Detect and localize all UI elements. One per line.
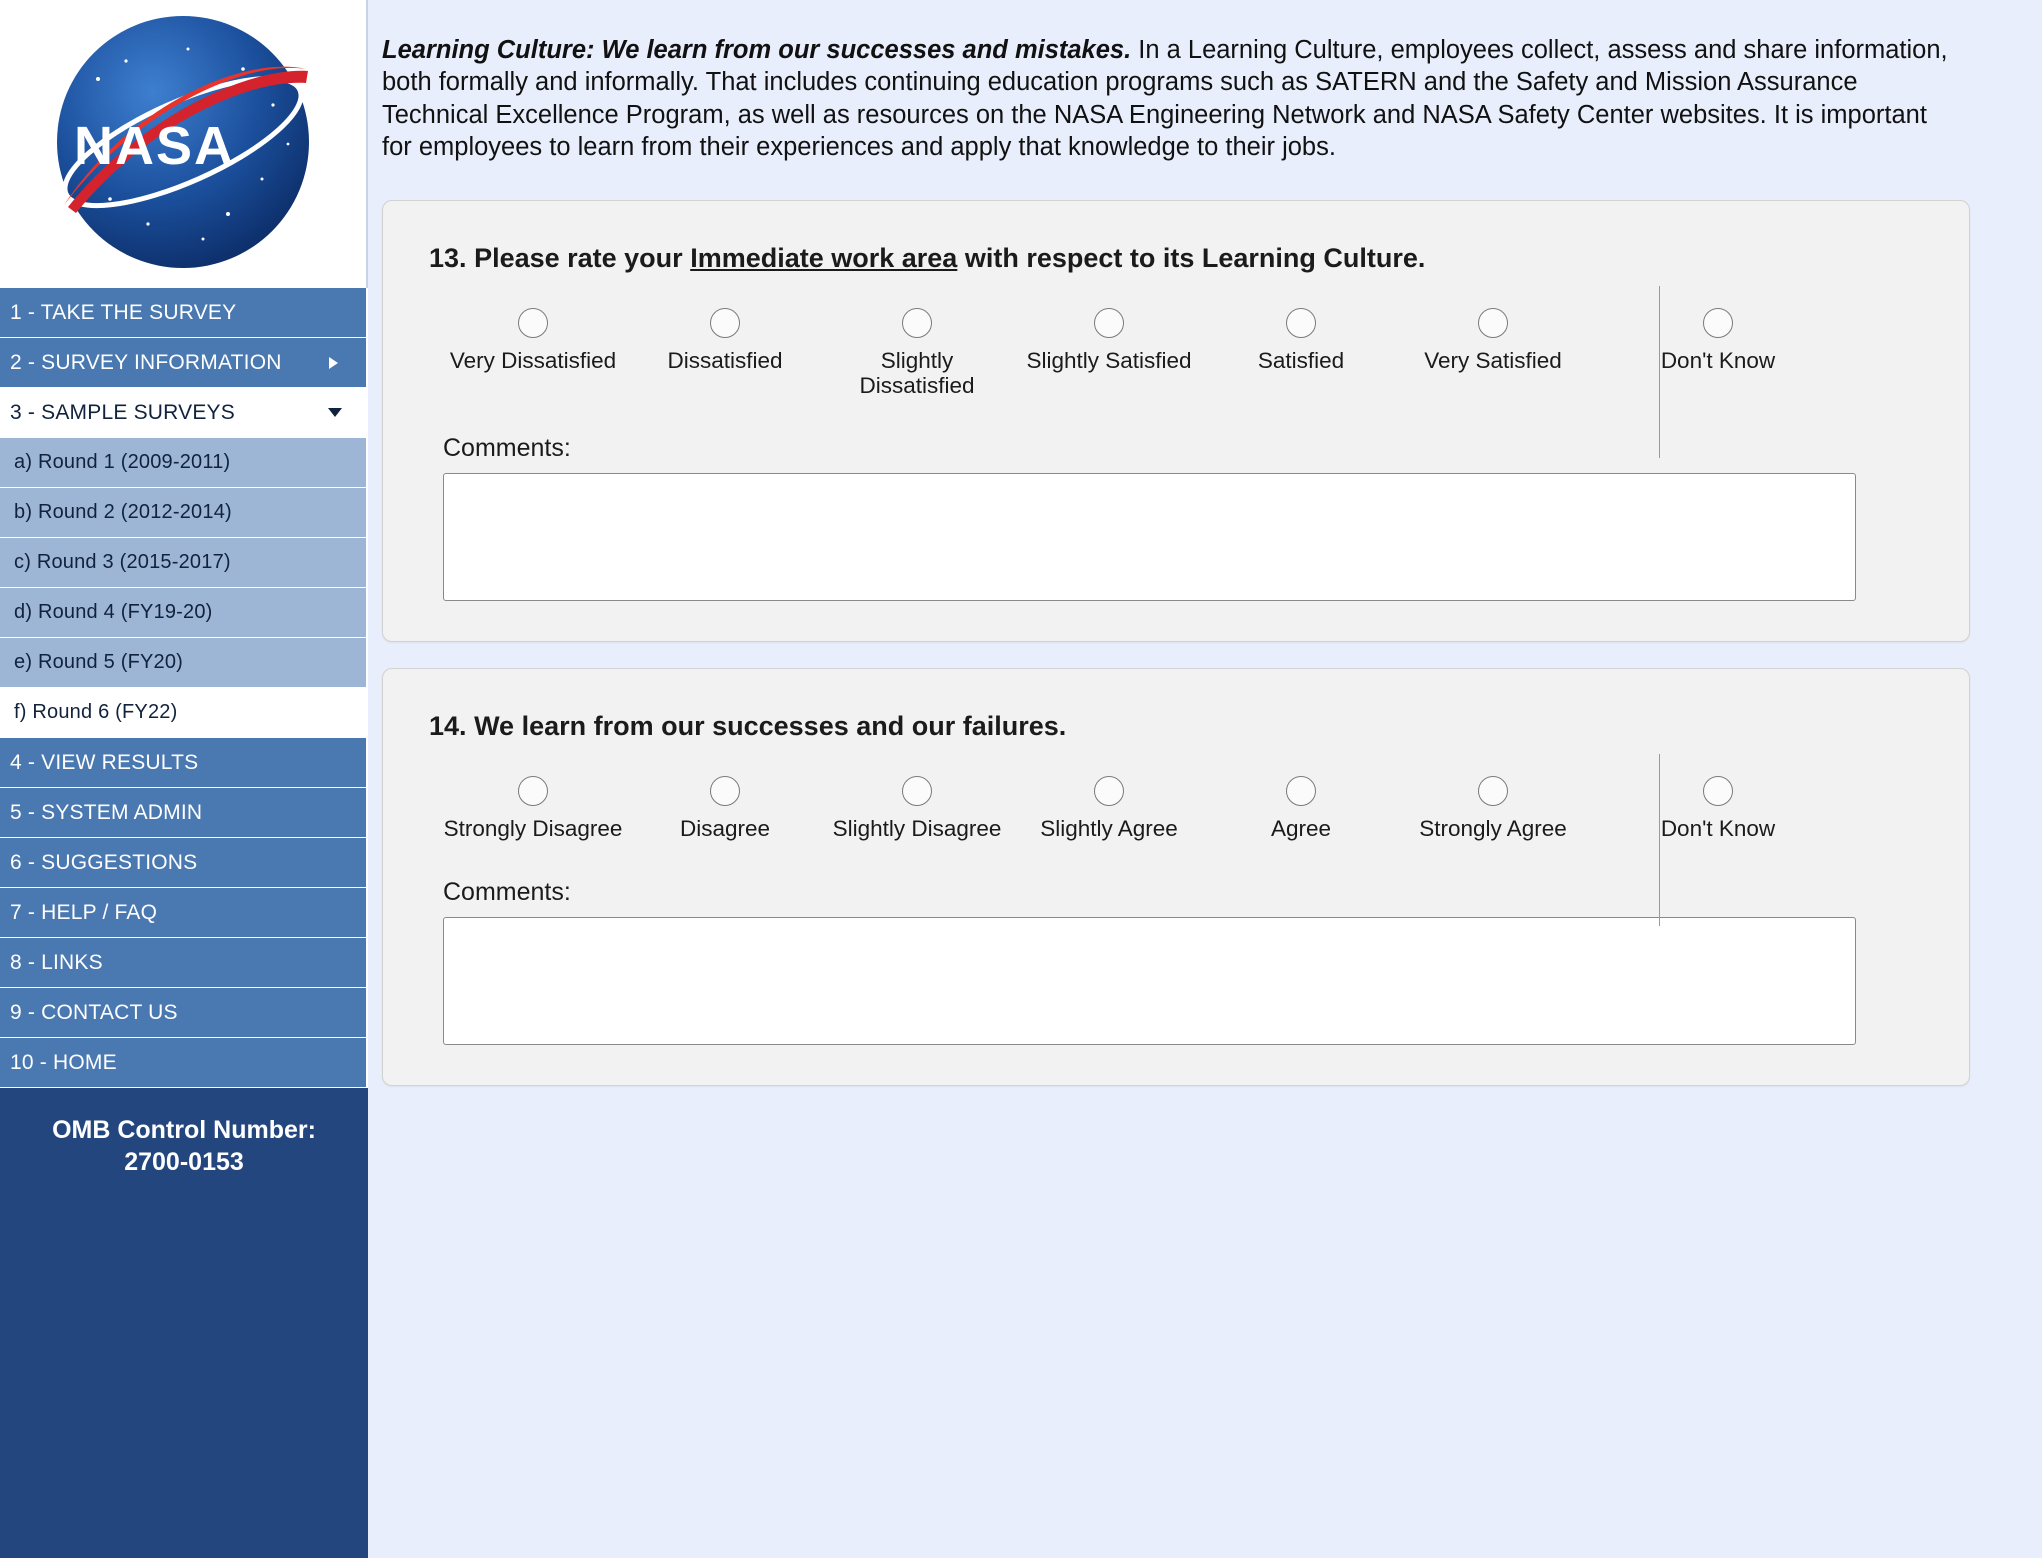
sidebar-item-take-the-survey[interactable] — [0, 288, 368, 338]
radio-icon[interactable] — [1478, 776, 1508, 806]
radio-icon[interactable] — [710, 308, 740, 338]
sidebar-item-view-results[interactable] — [0, 738, 368, 788]
omb-label: OMB Control Number: — [52, 1116, 316, 1144]
sidebar-item-round-2[interactable] — [0, 488, 368, 538]
rating-option-slightly-agree[interactable] — [1013, 776, 1205, 841]
question-number: 13. — [429, 243, 467, 273]
rating-option-dissatisfied[interactable] — [629, 308, 821, 373]
rating-option-slightly-dissatisfied[interactable] — [821, 308, 1013, 398]
rating-option-label: Very Satisfied — [1424, 348, 1562, 373]
scale-divider — [1659, 286, 1660, 458]
comments-input-13[interactable] — [443, 473, 1856, 601]
sidebar-item-label: 8 - LINKS — [10, 950, 103, 974]
rating-scale-13 — [437, 308, 1925, 408]
sidebar-item-label: 3 - SAMPLE SURVEYS — [10, 400, 235, 424]
sidebar-item-system-admin[interactable] — [0, 788, 368, 838]
sidebar-item-label: 10 - HOME — [10, 1050, 117, 1074]
sidebar-item-home[interactable] — [0, 1038, 368, 1088]
sidebar-item-round-4[interactable] — [0, 588, 368, 638]
sidebar — [0, 0, 368, 1558]
scale-divider — [1659, 754, 1660, 926]
rating-option-label: Slightly Disagree — [832, 816, 1002, 842]
intro-lead: Learning Culture: We learn from our successes and mistakes. — [382, 35, 1132, 64]
rating-option-label: Slightly Satisfied — [1026, 348, 1192, 373]
nasa-logo-box — [0, 0, 368, 288]
sidebar-item-label: a) Round 1 (2009-2011) — [14, 451, 231, 473]
rating-option-strongly-disagree[interactable] — [437, 776, 629, 841]
rating-option-label: Agree — [1270, 816, 1332, 842]
sidebar-item-label: 6 - SUGGESTIONS — [10, 850, 198, 874]
sidebar-item-help-faq[interactable] — [0, 888, 368, 938]
question-text-after: with respect to its Learning Culture. — [957, 243, 1426, 273]
radio-icon[interactable] — [902, 776, 932, 806]
chevron-right-icon — [329, 357, 338, 369]
question-13-title — [429, 243, 1925, 274]
nasa-meatball-icon — [38, 9, 328, 279]
sidebar-item-label: 2 - SURVEY INFORMATION — [10, 350, 282, 374]
radio-icon[interactable] — [1478, 308, 1508, 338]
sidebar-item-label: 7 - HELP / FAQ — [10, 900, 158, 924]
rating-option-agree[interactable] — [1205, 776, 1397, 841]
rating-option-label: Strongly Agree — [1419, 816, 1567, 842]
sidebar-item-label: e) Round 5 (FY20) — [14, 651, 184, 673]
rating-option-label: Slightly Agree — [1040, 816, 1178, 842]
radio-icon[interactable] — [1286, 776, 1316, 806]
question-card-13 — [382, 200, 1970, 642]
question-14-title — [429, 711, 1925, 742]
question-text-before: Please rate your — [474, 243, 691, 273]
sidebar-item-label: 4 - VIEW RESULTS — [10, 750, 199, 774]
omb-control-number — [0, 1114, 368, 1178]
sidebar-item-suggestions[interactable] — [0, 838, 368, 888]
sidebar-item-label: f) Round 6 (FY22) — [14, 701, 178, 723]
learning-culture-intro — [382, 26, 1970, 165]
sidebar-item-round-1[interactable] — [0, 438, 368, 488]
sidebar-item-survey-information[interactable] — [0, 338, 368, 388]
main-content — [368, 0, 2042, 1558]
rating-option-very-satisfied[interactable] — [1397, 308, 1589, 373]
comments-input-14[interactable] — [443, 917, 1856, 1045]
radio-icon[interactable] — [902, 308, 932, 338]
radio-icon[interactable] — [1094, 776, 1124, 806]
sidebar-item-label: 1 - TAKE THE SURVEY — [10, 300, 237, 324]
rating-option-very-dissatisfied[interactable] — [437, 308, 629, 373]
sidebar-item-label: c) Round 3 (2015-2017) — [14, 551, 231, 573]
rating-option-dont-know[interactable] — [1613, 776, 1823, 841]
rating-scale-14 — [437, 776, 1925, 851]
question-number: 14. — [429, 711, 467, 742]
rating-option-label: Don't Know — [1660, 348, 1776, 373]
rating-option-label: Strongly Disagree — [443, 816, 623, 842]
sidebar-item-links[interactable] — [0, 938, 368, 988]
sidebar-item-sample-surveys[interactable] — [0, 388, 368, 438]
comments-label-13: Comments: — [443, 434, 571, 463]
rating-option-label: Very Dissatisfied — [449, 348, 617, 373]
radio-icon[interactable] — [710, 776, 740, 806]
rating-option-slightly-disagree[interactable] — [821, 776, 1013, 841]
radio-icon[interactable] — [1703, 776, 1733, 806]
rating-option-label: Satisfied — [1257, 348, 1345, 373]
rating-option-label: Dissatisfied — [667, 348, 783, 373]
rating-option-slightly-satisfied[interactable] — [1013, 308, 1205, 373]
sidebar-item-label: 5 - SYSTEM ADMIN — [10, 800, 203, 824]
radio-icon[interactable] — [1703, 308, 1733, 338]
rating-option-label: Disagree — [679, 816, 771, 842]
sidebar-nav — [0, 288, 368, 1088]
rating-option-dont-know[interactable] — [1613, 308, 1823, 373]
comments-label-14: Comments: — [443, 877, 571, 906]
question-text-before: We learn from our successes and our failures. — [474, 711, 1067, 742]
question-text-emphasis: Immediate work area — [690, 243, 958, 273]
radio-icon[interactable] — [518, 308, 548, 338]
rating-option-label: Don't Know — [1660, 816, 1776, 842]
sidebar-item-label: b) Round 2 (2012-2014) — [14, 501, 232, 523]
intro-body: In a Learning Culture, employees collect, assess and share information, both formally and informally. That includes continuing education programs such as SATERN and the Safety and Mission Assurance Technical Excellence Program, as well as resources on the NASA Engineering Network and NASA Safety Center websites. It is important for employees to learn from their experiences and apply that knowledge to their jobs. — [382, 35, 1948, 162]
rating-option-strongly-agree[interactable] — [1397, 776, 1589, 841]
svg-text:NASA: NASA — [74, 116, 236, 176]
rating-option-disagree[interactable] — [629, 776, 821, 841]
rating-option-label: Slightly Dissatisfied — [859, 348, 975, 399]
rating-option-satisfied[interactable] — [1205, 308, 1397, 373]
sidebar-item-label: 9 - CONTACT US — [10, 1000, 178, 1024]
sidebar-item-round-6[interactable] — [0, 688, 368, 738]
radio-icon[interactable] — [1094, 308, 1124, 338]
radio-icon[interactable] — [1286, 308, 1316, 338]
omb-value: 2700-0153 — [124, 1148, 244, 1176]
sidebar-item-round-3[interactable] — [0, 538, 368, 588]
chevron-down-icon — [328, 408, 342, 417]
question-card-14 — [382, 668, 1970, 1085]
sidebar-item-round-5[interactable] — [0, 638, 368, 688]
sidebar-item-label: d) Round 4 (FY19-20) — [14, 601, 213, 623]
sidebar-item-contact-us[interactable] — [0, 988, 368, 1038]
radio-icon[interactable] — [518, 776, 548, 806]
